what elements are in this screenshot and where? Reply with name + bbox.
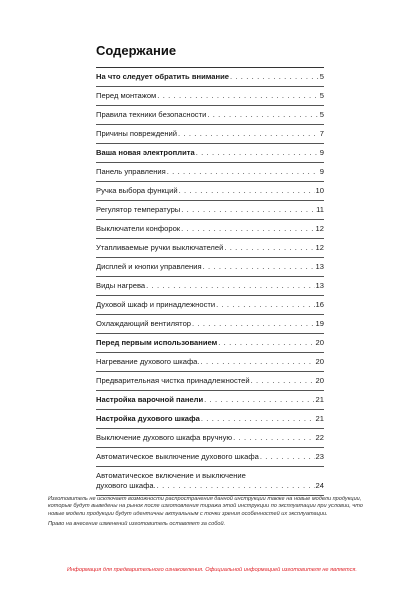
toc-leader-dots [216, 300, 314, 310]
toc-leader-dots [233, 433, 314, 443]
toc-leader-dots [181, 224, 314, 234]
toc-entry-page: 20 [315, 338, 324, 347]
toc-entry[interactable] [96, 144, 324, 163]
toc-entry[interactable] [96, 258, 324, 277]
toc-leader-dots [157, 91, 318, 101]
toc-entry[interactable] [96, 467, 324, 496]
toc-entry-text: Выключатели конфорок [96, 224, 181, 233]
toc-entry-page: 11 [316, 205, 324, 214]
toc-entry-text: Регулятор температуры [96, 205, 181, 214]
toc-entry[interactable] [96, 220, 324, 239]
toc-leader-dots [230, 72, 319, 82]
toc-entry-text: Охлаждающий вентилятор [96, 319, 192, 328]
toc-leader-dots [224, 243, 314, 253]
toc-entry-page: 9 [319, 148, 324, 157]
toc-entry-page: 21 [315, 414, 324, 423]
toc-entry-text: Автоматическое включение и выключение [96, 471, 246, 480]
toc-entry-text: На что следует обратить внимание [96, 72, 229, 81]
toc-entry-page: 22 [315, 433, 324, 442]
toc-leader-dots [196, 148, 319, 158]
toc-entry[interactable] [96, 372, 324, 391]
toc-entry-text: Духовой шкаф и принадлежности [96, 300, 216, 309]
toc-entry-page: 9 [319, 167, 324, 176]
toc-leader-dots [167, 167, 319, 177]
toc-entry[interactable] [96, 391, 324, 410]
toc-entry[interactable] [96, 87, 324, 106]
toc-list [96, 68, 324, 467]
toc-entry-text: Перед монтажом [96, 91, 157, 100]
toc-entry-page: 23 [315, 452, 324, 461]
toc-entry-text: Настройка духового шкафа [96, 414, 200, 423]
toc-entry-text: Автоматическое выключение духового шкафа [96, 452, 259, 461]
toc-entry[interactable] [96, 125, 324, 144]
toc-leader-dots [203, 262, 315, 272]
toc-leader-dots [207, 110, 318, 120]
toc-leader-dots [201, 414, 315, 424]
toc-entry-text: Дисплей и кнопки управления [96, 262, 202, 271]
toc-entry-text: духового шкафа. [96, 481, 156, 490]
toc-entry[interactable] [96, 296, 324, 315]
toc-entry-page: 10 [315, 186, 324, 195]
toc-entry-text: Настройка варочной панели [96, 395, 204, 404]
toc-entry-text: Перед первым использованием [96, 338, 218, 347]
toc-entry[interactable] [96, 182, 324, 201]
toc-leader-dots [179, 186, 315, 196]
toc-entry[interactable] [96, 429, 324, 448]
toc-entry-text: Виды нагрева [96, 281, 146, 290]
table-of-contents [96, 67, 324, 496]
toc-entry-text: Нагревание духового шкафа. [96, 357, 200, 366]
toc-entry-text: Ручка выбора функций [96, 186, 178, 195]
toc-entry-text: Причины повреждений [96, 129, 178, 138]
toc-entry-text: Панель управления [96, 167, 166, 176]
footer-note: Информация для предварительного ознакомления. Официальной информацией изготовителя не является. [67, 567, 357, 573]
toc-entry-page: 12 [315, 243, 324, 252]
toc-entry-page: 13 [315, 281, 324, 290]
toc-entry-page: 21 [315, 395, 324, 404]
toc-entry-page: 5 [319, 110, 324, 119]
toc-entry[interactable] [96, 68, 324, 87]
disclaimer [48, 496, 376, 532]
toc-entry[interactable] [96, 106, 324, 125]
toc-entry-text: Предварительная чистка принадлежностей [96, 376, 250, 385]
toc-leader-dots [178, 129, 319, 139]
toc-entry-page: 16 [315, 300, 324, 309]
toc-leader-dots [146, 281, 314, 291]
toc-entry-page: 13 [315, 262, 324, 271]
toc-entry-page: 20 [315, 357, 324, 366]
toc-entry[interactable] [96, 353, 324, 372]
toc-entry-page: 12 [315, 224, 324, 233]
toc-leader-dots [204, 395, 314, 405]
toc-entry-page: 5 [319, 91, 324, 100]
toc-entry[interactable] [96, 163, 324, 182]
toc-entry-text: Правила техники безопасности [96, 110, 207, 119]
toc-leader-dots [251, 376, 315, 386]
disclaimer-paragraph: Право на внесение изменений изготовитель оставляет за собой. [48, 521, 226, 528]
toc-entry-page: 24 [315, 481, 324, 490]
toc-entry-page: 7 [319, 129, 324, 138]
toc-entry-page: 19 [315, 319, 324, 328]
toc-entry-text: Ваша новая электроплита [96, 148, 195, 157]
toc-leader-dots [181, 205, 315, 215]
toc-entry[interactable] [96, 315, 324, 334]
toc-leader-dots [157, 481, 315, 491]
toc-entry[interactable] [96, 277, 324, 296]
toc-leader-dots [192, 319, 315, 329]
toc-entry-page: 5 [319, 72, 324, 81]
toc-leader-dots [260, 452, 315, 462]
toc-entry-page: 20 [315, 376, 324, 385]
disclaimer-paragraph: Изготовитель не исключает возможности распространения данной инструкции также на новые модели продукции, которые будут выведены на рынок после изготовления тиража этой инструкции по эксплуатации при условии, что новые модели продукции будут идентичны актуальным с точки зрения особенностей их эксплуатации. [48, 496, 363, 517]
toc-entry-text: Выключение духового шкафа вручную [96, 433, 233, 442]
toc-entry[interactable] [96, 448, 324, 467]
toc-leader-dots [201, 357, 315, 367]
toc-entry[interactable] [96, 410, 324, 429]
toc-leader-dots [218, 338, 314, 348]
page-title: Содержание [96, 43, 177, 58]
toc-entry[interactable] [96, 334, 324, 353]
toc-entry[interactable] [96, 239, 324, 258]
toc-entry[interactable] [96, 201, 324, 220]
toc-entry-text: Утапливаемые ручки выключателей [96, 243, 224, 252]
